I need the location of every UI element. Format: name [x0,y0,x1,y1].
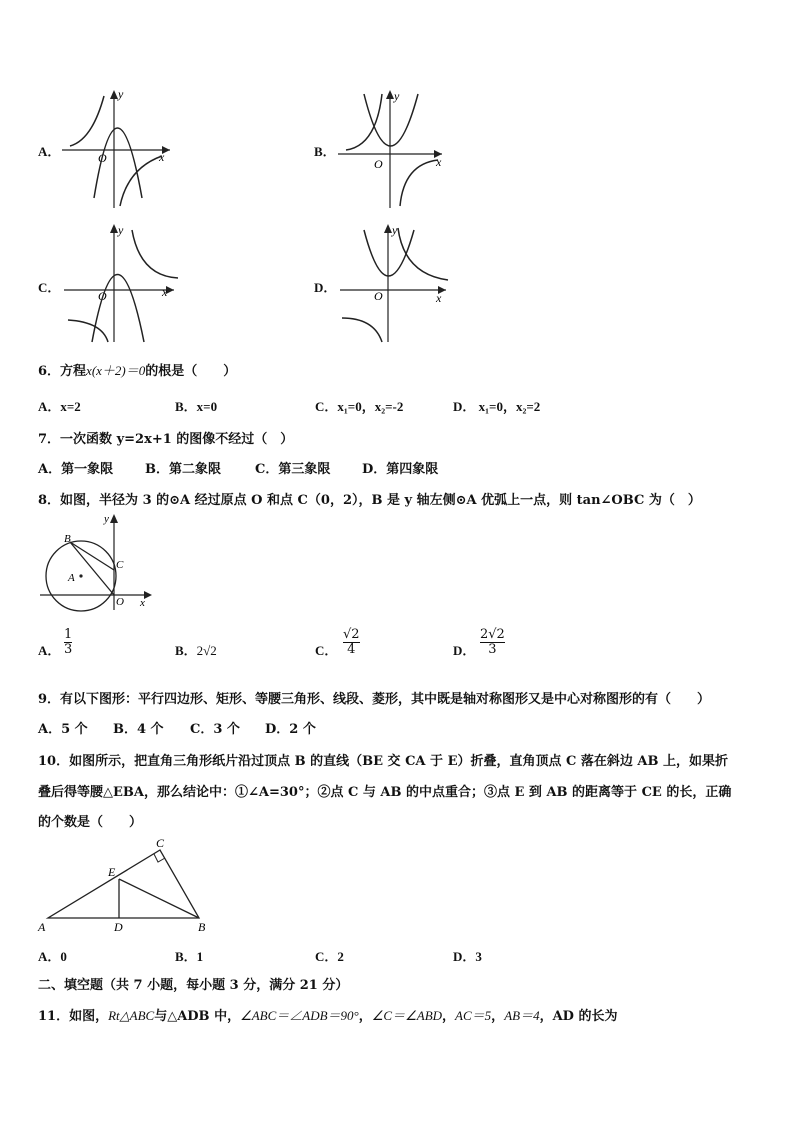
q6-stem: 6．方程x(x＋2)＝0的根是（ ） [38,363,237,379]
svg-text:y: y [394,89,400,103]
section-title: 二、填空题（共 7 小题，每小题 3 分，满分 21 分） [38,978,349,993]
q8-option-d-label: D． [453,643,476,658]
svg-text:B: B [64,533,71,545]
q5-option-d-graph [338,222,452,344]
q6-option-b: B．x=0 [175,399,218,414]
q8-option-b: B．2√2 [175,643,217,658]
svg-text:C: C [156,836,165,850]
q7-option-d: D．第四象限 [362,462,439,477]
q5-option-a-graph [62,88,174,210]
svg-text:x: x [436,155,442,169]
svg-text:x: x [162,285,168,299]
q9-stem: 9．有以下图形：平行四边形、矩形、等腰三角形、线段、菱形，其中既是轴对称图形又是中心对称图形的有（ ） [38,692,711,707]
q7-option-a: A．第一象限 [38,462,114,477]
svg-text:x: x [436,291,442,305]
q9-option-b: B．4 个 [113,722,164,737]
svg-text:O: O [116,596,124,608]
q8-option-d-fraction: $\frac{2√2}{3}$ [480,627,505,657]
q5-option-b-graph [338,88,448,210]
q10-stem-line3: 的个数是（ ） [38,815,143,830]
q8-option-a-label: A． [38,643,61,658]
q9-option-a: A．5 个 [38,722,88,737]
svg-text:x: x [140,597,145,609]
svg-text:C: C [116,559,124,571]
q5-option-d-label: D． [314,280,337,295]
q10-stem-line1: 10．如图所示，把直角三角形纸片沿过顶点 B 的直线（BE 交 CA 于 E）折叠，直角顶点 C 落在斜边 AB 上，如果折 [38,754,728,769]
svg-text:O: O [374,157,383,171]
svg-text:A: A [68,572,75,584]
q8-option-a-fraction: $\frac{1}{3}$ [64,627,73,657]
svg-text:x: x [159,150,165,164]
q7-option-c: C．第三象限 [255,462,331,477]
svg-text:D: D [114,920,123,934]
q8-option-c-label: C． [315,643,338,658]
q10-option-d: D．3 [453,949,482,964]
q10-option-b: B．1 [175,949,204,964]
q5-option-c-label: C． [38,280,61,295]
q8-figure [38,512,156,612]
q9-option-c: C．3 个 [190,722,240,737]
svg-text:E: E [108,865,116,879]
q6-option-d: D． x₁=0，x₂=2 [453,399,541,414]
q5-option-c-graph [62,222,180,344]
svg-text:O: O [374,289,383,303]
q10-option-c: C．2 [315,949,344,964]
q10-option-a: A．0 [38,949,67,964]
q7-stem: 7．一次函数 y=2x+1 的图像不经过（ ） [38,432,294,447]
svg-text:A: A [38,920,46,934]
svg-text:O: O [98,151,107,165]
q5-option-a-label: A． [38,144,61,159]
q11-stem: 11．如图，Rt△ABC与△ADB 中，∠ABC＝∠ADB＝90°，∠C＝∠ABD，AC＝5，AB＝4，AD 的长为 [38,1008,618,1024]
q10-stem-line2: 叠后得等腰△EBA，那么结论中：①∠A=30°；②点 C 与 AB 的中点重合；③点 E 到 AB 的距离等于 CE 的长，正确 [38,785,732,800]
q9-option-d: D．2 个 [265,722,316,737]
q8-option-c-fraction: $\frac{√2}{4}$ [343,627,360,657]
svg-text:B: B [198,920,206,934]
q6-option-a: A．x=2 [38,399,81,414]
svg-text:O: O [98,289,107,303]
svg-text:y: y [392,223,398,237]
q8-stem: 8．如图，半径为 3 的⊙A 经过原点 O 和点 C（0，2），B 是 y 轴左侧⊙A 优弧上一点，则 tan∠OBC 为（ ） [38,493,701,508]
q10-figure [36,834,212,936]
svg-text:y: y [118,88,124,101]
q7-option-b: B．第二象限 [145,462,221,477]
q6-option-c: C．x₁=0，x₂=-2 [315,399,404,414]
q5-option-b-label: B． [314,144,336,159]
svg-text:y: y [104,513,109,525]
svg-text:y: y [118,223,124,237]
